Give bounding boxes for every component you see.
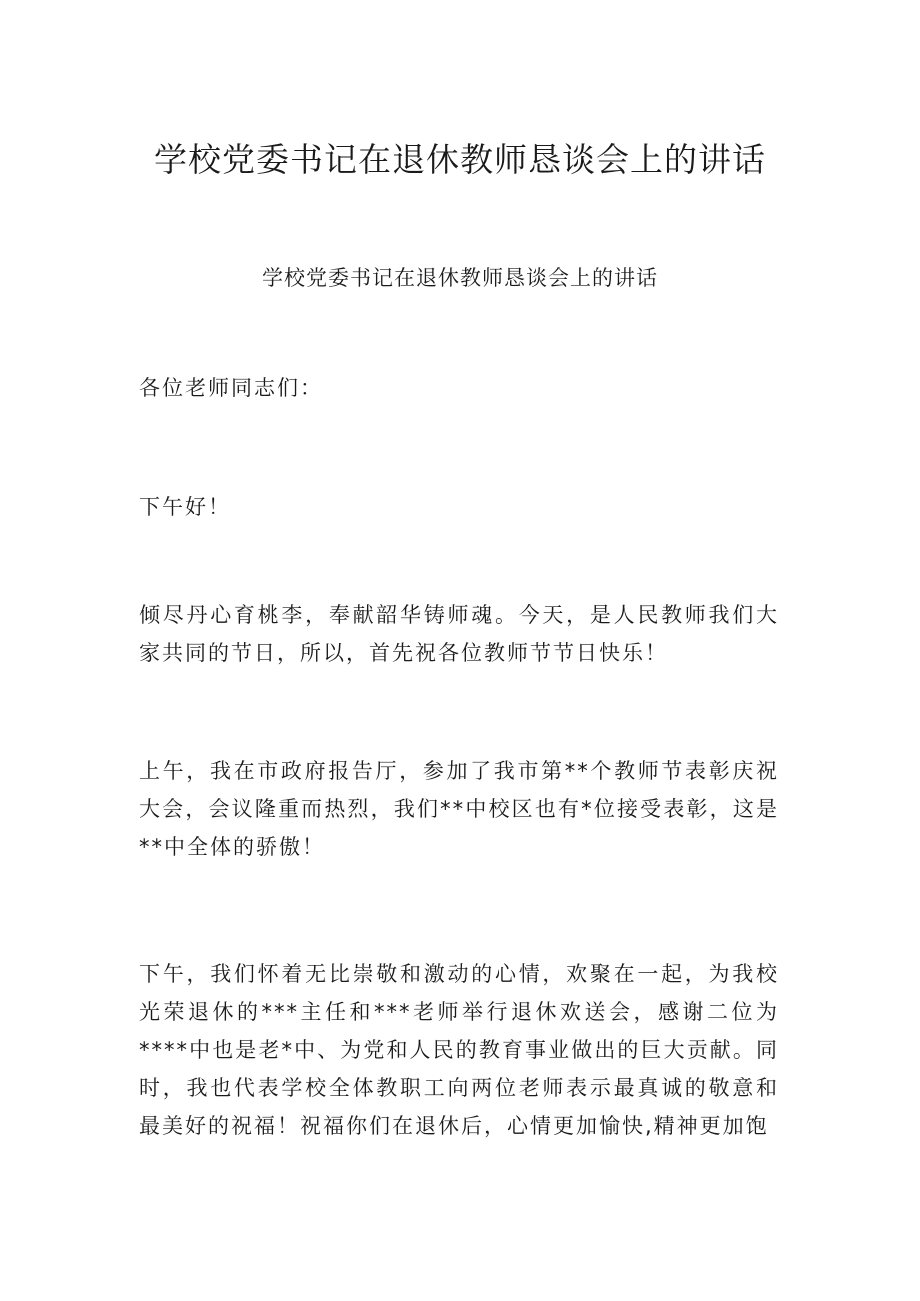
document-title: 学校党委书记在退休教师恳谈会上的讲话	[154, 140, 766, 179]
body-paragraph: 下午，我们怀着无比崇敬和激动的心情，欢聚在一起，为我校光荣退休的***主任和***老师举行退休欢送会，感谢二位为****中也是老*中、为党和人民的教育事业做出的巨大贡献。同时，我也代表学校全体教职工向两位老师表示最真诚的敬意和最美好的祝福！祝福你们在退休后，心情更加愉快,精神更加饱	[139, 962, 779, 1138]
greeting-line: 各位老师同志们：	[139, 376, 323, 400]
document-subtitle: 学校党委书记在退休教师恳谈会上的讲话	[262, 266, 658, 290]
body-paragraph: 上午，我在市政府报告厅，参加了我市第**个教师节表彰庆祝大会，会议隆重而热烈，我们**中校区也有*位接受表彰，这是**中全体的骄傲！	[139, 759, 779, 859]
salutation-line: 下午好！	[139, 495, 231, 519]
body-paragraph: 倾尽丹心育桃李，奉献韶华铸师魂。今天，是人民教师我们大家共同的节日，所以，首先祝各位教师节节日快乐！	[139, 603, 779, 665]
